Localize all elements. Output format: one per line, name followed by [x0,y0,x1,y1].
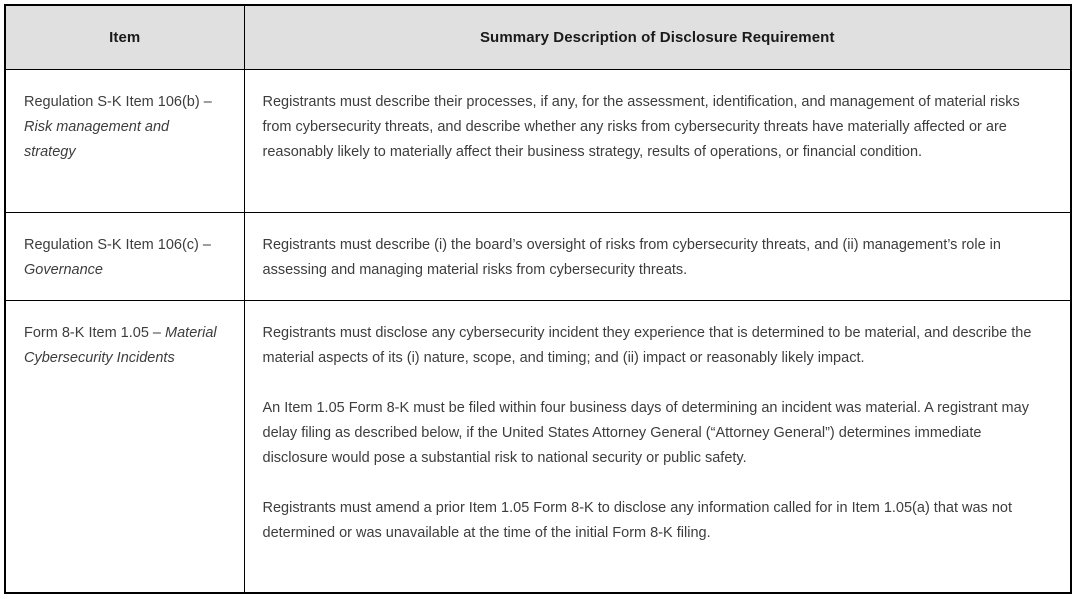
summary-paragraph: Registrants must amend a prior Item 1.05 Form 8-K to disclose any information called for in Item 1.05(a) that was not determined or was unavailable at the time of the initial Form 8-K filing. [262,499,1012,541]
item-regular-text: Regulation S-K Item 106(c) – [24,236,211,253]
item-cell-106c [5,212,244,300]
item-italic-text: Governance [24,261,103,278]
item-italic-text: Material Cybersecurity Incidents [24,324,217,366]
item-italic-text: Risk management and strategy [24,118,170,160]
item-regular-text: Form 8-K Item 1.05 – [24,324,166,341]
summary-cell-8k-105 [244,300,1071,593]
table-header-row [5,5,1071,69]
summary-paragraph: Registrants must disclose any cybersecurity incident they experience that is determined to be material, and describe the material aspects of its (i) nature, scope, and timing; and (ii) impact or reasonably likely impact. [262,324,1032,366]
table-row-reg-sk-106c [5,212,1071,300]
summary-paragraph: An Item 1.05 Form 8-K must be filed within four business days of determining an incident was material. A registrant may delay filing as described below, if the United States Attorney General (“Attorney General”) determines immediate disclosure would pose a substantial risk to national security or public safety. [262,399,1029,466]
summary-cell-106c [244,212,1071,300]
item-regular-text: Regulation S-K Item 106(b) – [24,93,212,110]
summary-paragraph: Registrants must describe their processes, if any, for the assessment, identification, and management of material risks from cybersecurity threats, and describe whether any risks from cybersecurity threats have materially affected or are reasonably likely to materially affect their business strategy, results of operations, or financial condition. [262,93,1020,160]
header-cell-summary: Summary Description of Disclosure Requirement [244,5,1071,69]
summary-cell-106b [244,69,1071,212]
disclosure-requirements-table [4,4,1072,594]
item-cell-106b [5,69,244,212]
header-cell-item: Item [5,5,244,69]
table-row-reg-sk-106b [5,69,1071,212]
table-row-form-8k-105 [5,300,1071,593]
item-cell-8k-105 [5,300,244,593]
summary-paragraph: Registrants must describe (i) the board’s oversight of risks from cybersecurity threats, and (ii) management’s role in assessing and managing material risks from cybersecurity threats. [262,236,1001,278]
